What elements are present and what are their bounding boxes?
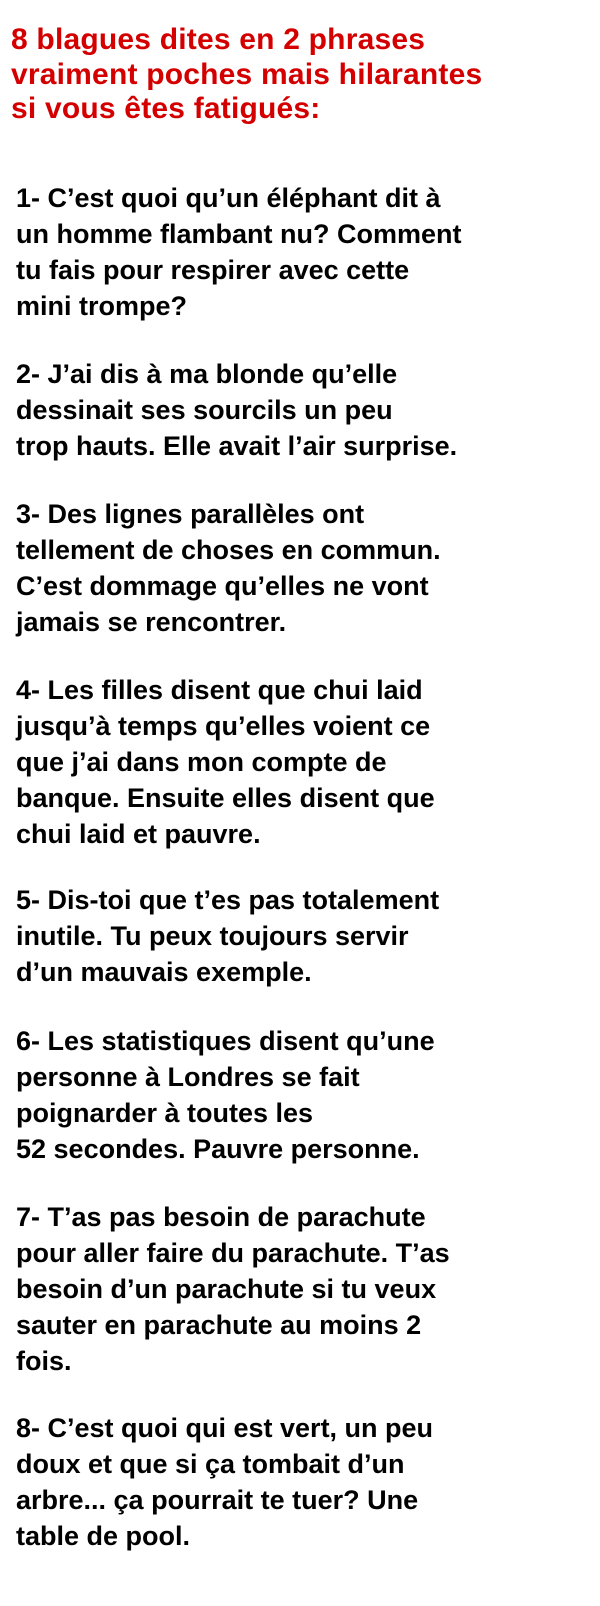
joke-line: besoin d’un parachute si tu veux xyxy=(16,1274,437,1304)
joke-line: 2- J’ai dis à ma blonde qu’elle xyxy=(16,359,398,389)
joke-2 xyxy=(16,356,596,464)
joke-line: mini trompe? xyxy=(16,291,188,321)
joke-3 xyxy=(16,496,596,640)
joke-5 xyxy=(16,882,596,990)
joke-line: 6- Les statistiques disent qu’une xyxy=(16,1026,435,1056)
title-line: 8 blagues dites en 2 phrases xyxy=(11,23,426,56)
title-line: vraiment poches mais hilarantes xyxy=(11,57,483,91)
joke-line: 3- Des lignes parallèles ont xyxy=(16,499,365,529)
joke-line: un homme flambant nu? Comment xyxy=(16,219,462,249)
joke-line: 5- Dis-toi que t’es pas totalement xyxy=(16,885,440,915)
joke-4 xyxy=(16,672,596,852)
joke-line: table de pool. xyxy=(16,1521,191,1551)
joke-line: tellement de choses en commun. xyxy=(16,535,441,565)
joke-line: jamais se rencontrer. xyxy=(16,607,287,637)
joke-8 xyxy=(16,1410,596,1554)
joke-line: inutile. Tu peux toujours servir xyxy=(16,921,409,951)
joke-line: dessinait ses sourcils un peu xyxy=(16,395,393,425)
joke-1 xyxy=(16,180,596,324)
joke-line: 4- Les filles disent que chui laid xyxy=(16,675,423,705)
joke-line: poignarder à toutes les xyxy=(16,1098,314,1128)
joke-6 xyxy=(16,1023,596,1167)
page-title xyxy=(11,23,596,127)
joke-7 xyxy=(16,1199,596,1379)
joke-line: pour aller faire du parachute. T’as xyxy=(16,1238,450,1268)
joke-line: 52 secondes. Pauvre personne. xyxy=(16,1134,420,1164)
joke-line: 1- C’est quoi qu’un éléphant dit à xyxy=(16,183,441,213)
joke-line: C’est dommage qu’elles ne vont xyxy=(16,571,429,601)
joke-line: chui laid et pauvre. xyxy=(16,819,261,849)
joke-line: tu fais pour respirer avec cette xyxy=(16,255,410,285)
joke-line: personne à Londres se fait xyxy=(16,1062,360,1092)
joke-line: doux et que si ça tombait d’un xyxy=(16,1449,405,1479)
joke-line: 8- C’est quoi qui est vert, un peu xyxy=(16,1413,434,1443)
joke-line: arbre... ça pourrait te tuer? Une xyxy=(16,1485,419,1515)
joke-line: jusqu’à temps qu’elles voient ce xyxy=(16,711,431,741)
joke-line: banque. Ensuite elles disent que xyxy=(16,783,435,813)
joke-line: fois. xyxy=(16,1346,72,1376)
joke-line: sauter en parachute au moins 2 xyxy=(16,1310,422,1340)
joke-line: d’un mauvais exemple. xyxy=(16,957,312,987)
joke-line: trop hauts. Elle avait l’air surprise. xyxy=(16,431,458,461)
joke-line: que j’ai dans mon compte de xyxy=(16,747,387,777)
joke-line: 7- T’as pas besoin de parachute xyxy=(16,1202,426,1232)
title-line: si vous êtes fatigués: xyxy=(11,92,321,125)
